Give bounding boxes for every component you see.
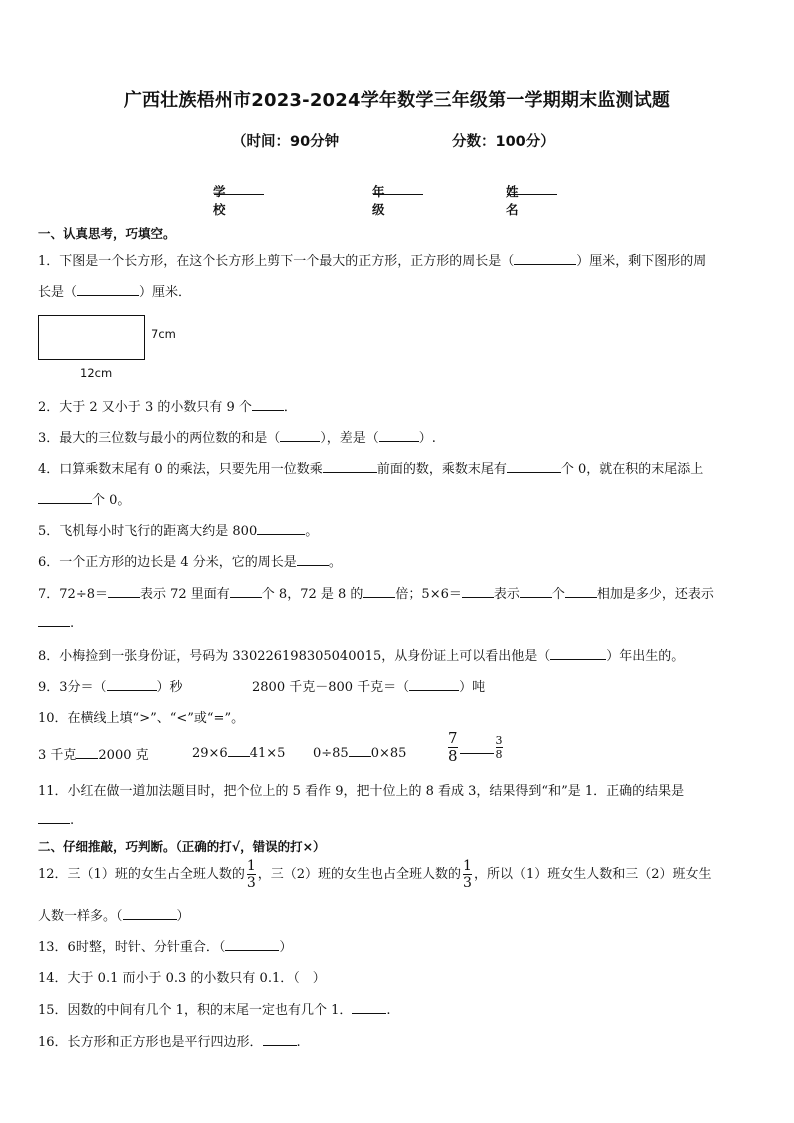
- question-9-part-2: 2800 千克－800 千克＝（ ）吨: [252, 680, 486, 695]
- answer-blank[interactable]: [460, 741, 494, 754]
- question-12-line-1: 12．三（1）班的女生占全班人数的 $\frac{1}{3}$ ，三（2）班的女生也占全班人数的 $\frac{1}{3}$ ，所以（1）班女生人数和三（2）班女生: [38, 858, 712, 891]
- question-8: 8．小梅捡到一张身份证，号码为 330226198305040015，从身份证上可以看出他是（ ）年出生的。: [38, 649, 685, 664]
- question-7-line-1: 7．72÷8＝ 表示 72 里面有 个 8，72 是 8 的 倍；5×6＝ 表示 个 相加是多少，还表示: [38, 587, 714, 602]
- answer-blank[interactable]: [297, 553, 329, 566]
- answer-blank[interactable]: [38, 614, 70, 627]
- question-16: 16．长方形和正方形也是平行四边形． .: [38, 1035, 301, 1050]
- question-1-line-1: 1．下图是一个长方形，在这个长方形上剪下一个最大的正方形，正方形的周长是（ ）厘米，剩下图形的周: [38, 254, 707, 269]
- question-10-item-2: 29×6 41×5: [192, 746, 286, 761]
- answer-blank[interactable]: [379, 429, 419, 442]
- answer-blank[interactable]: [550, 647, 606, 660]
- answer-blank[interactable]: [363, 585, 395, 598]
- question-14: 14．大于 0.1 而小于 0.3 的小数只有 0.1．（ ）: [38, 971, 326, 986]
- fraction-1-3: $\frac{1}{3}$: [246, 858, 256, 891]
- answer-blank[interactable]: [225, 938, 279, 951]
- exam-time: （时间：90分钟: [232, 134, 340, 150]
- fraction-1-3: $\frac{1}{3}$: [463, 858, 472, 891]
- answer-blank[interactable]: [565, 585, 597, 598]
- answer-blank[interactable]: [123, 907, 177, 920]
- exam-page: 广西壮族梧州市2023-2024学年数学三年级第一学期期末监测试题 （时间：90分钟 分数：100分） 学校 年级 姓名 一、认真思考，巧填空。 1．下图是一个长方形，在这个长方形上剪下一个最大的正方形，正方形的周长是（ ）厘米，剩下图形的周 长是（ ）厘米． 7cm 12cm 2．大于 2 又小于 3 的小数只有 9 个 ． 3．最大的三位数与最小的两位数的和是（ ），差是（ ）. 4．口算乘数末尾有 0 的乘法，只要先用一位数乘 前面的数，乘数末尾有 个 0，就在积的末尾添上 个 0。 5．飞机每小时飞行的距离大约是 800 。 6．一个正方形的边长是 4 分米，它的周长是 。 7．72÷8＝ 表示 72 里面有 个 8，72 是 8 的 倍；5×6＝ 表示 个 相加是多少，还表示 . 8．小梅捡到一张身份证，号码为 330226198305040015，从身份证上可以看出他是（ ）年出生的。 9．3分＝（ ）秒 2800 千克－800 千克＝（ ）吨 10．在横线上填“>”、“<”或“=”。 3 千克 2000 克 29×6 41×5 0÷85 0×85 $\frac{7}{8}$ $\frac{3}{8}$ 11．小红在做一道加法题目时，把个位上的 5 看作 9，把十位上的 8 看成 3，结果得到“和”是 1．正确的结果是 . 二、仔细推敲，巧判断。（正确的打√，错误的打×） 12．三（1）班的女生占全班人数的 $\frac{1}{3}$ ，三（2）班的女生也占全班人数的 $\frac{1}{3}$ ，所以（1）班女生人数和三（2）班女生 人数一样多。（ ） 13．6时整，时针、分针重合．（ ） 14．大于 0.1 而小于 0.3 的小数只有 0.1．（ ） 15．因数的中间有几个 1，积的末尾一定也有几个 1． . 16．长方形和正方形也是平行四边形． .: [0, 0, 794, 1123]
- answer-blank[interactable]: [280, 429, 320, 442]
- question-10-item-1: 3 千克 2000 克: [38, 748, 149, 763]
- school-blank[interactable]: [214, 182, 264, 195]
- question-1-line-2: 长是（ ）厘米．: [38, 285, 192, 300]
- answer-blank[interactable]: [77, 283, 139, 296]
- question-9: 9．3分＝（ ）秒: [38, 680, 183, 695]
- question-4-line-2: 个 0。: [38, 489, 130, 508]
- question-10-title: 10．在横线上填“>”、“<”或“=”。: [38, 711, 245, 726]
- answer-blank[interactable]: [263, 1033, 297, 1046]
- rectangle-height-label: 7cm: [151, 327, 176, 341]
- question-2: 2．大于 2 又小于 3 的小数只有 9 个 ．: [38, 400, 297, 415]
- answer-blank[interactable]: [108, 585, 140, 598]
- question-4-line-1: 4．口算乘数末尾有 0 的乘法，只要先用一位数乘 前面的数，乘数末尾有 个 0，就在积的末尾添上: [38, 462, 704, 477]
- question-11-line-1: 11．小红在做一道加法题目时，把个位上的 5 看作 9，把十位上的 8 看成 3，结果得到“和”是 1．正确的结果是: [38, 784, 685, 799]
- answer-blank[interactable]: [38, 811, 70, 824]
- section-1-title: 一、认真思考，巧填空。: [38, 226, 176, 241]
- answer-blank[interactable]: [323, 460, 377, 473]
- name-blank[interactable]: [507, 182, 557, 195]
- answer-blank[interactable]: [349, 744, 371, 757]
- answer-blank[interactable]: [520, 585, 552, 598]
- answer-blank[interactable]: [352, 1001, 386, 1014]
- answer-blank[interactable]: [107, 678, 157, 691]
- answer-blank[interactable]: [409, 678, 459, 691]
- exam-title: 广西壮族梧州市2023-2024学年数学三年级第一学期期末监测试题: [123, 90, 671, 111]
- question-10-item-4: [448, 731, 503, 764]
- fraction-3-8: $\frac{3}{8}$: [495, 734, 503, 761]
- answer-blank[interactable]: [257, 522, 305, 535]
- answer-blank[interactable]: [252, 398, 284, 411]
- answer-blank[interactable]: [462, 585, 494, 598]
- question-12-line-2: 人数一样多。（ ）: [38, 909, 190, 924]
- answer-blank[interactable]: [228, 744, 250, 757]
- question-11-line-2: .: [38, 811, 74, 828]
- grade-blank[interactable]: [373, 182, 423, 195]
- answer-blank[interactable]: [76, 746, 98, 759]
- question-3: 3．最大的三位数与最小的两位数的和是（ ），差是（ ）.: [38, 431, 436, 446]
- rectangle-width-label: 12cm: [80, 366, 113, 380]
- question-15: 15．因数的中间有几个 1，积的末尾一定也有几个 1． .: [38, 1003, 391, 1018]
- answer-blank[interactable]: [230, 585, 262, 598]
- question-6: 6．一个正方形的边长是 4 分米，它的周长是 。: [38, 555, 342, 570]
- fraction-7-8: $\frac{7}{8}$: [448, 729, 458, 765]
- answer-blank[interactable]: [38, 491, 92, 504]
- answer-blank[interactable]: [514, 252, 576, 265]
- section-2-title: 二、仔细推敲，巧判断。（正确的打√，错误的打×）: [38, 839, 326, 854]
- rectangle-figure: [38, 315, 145, 360]
- exam-score: 分数：100分）: [452, 134, 555, 150]
- question-7-line-2: .: [38, 614, 74, 631]
- question-10-item-3: 0÷85 0×85: [313, 746, 407, 761]
- question-5: 5．飞机每小时飞行的距离大约是 800 。: [38, 524, 319, 539]
- answer-blank[interactable]: [507, 460, 561, 473]
- question-13: 13．6时整，时针、分针重合．（ ）: [38, 940, 293, 955]
